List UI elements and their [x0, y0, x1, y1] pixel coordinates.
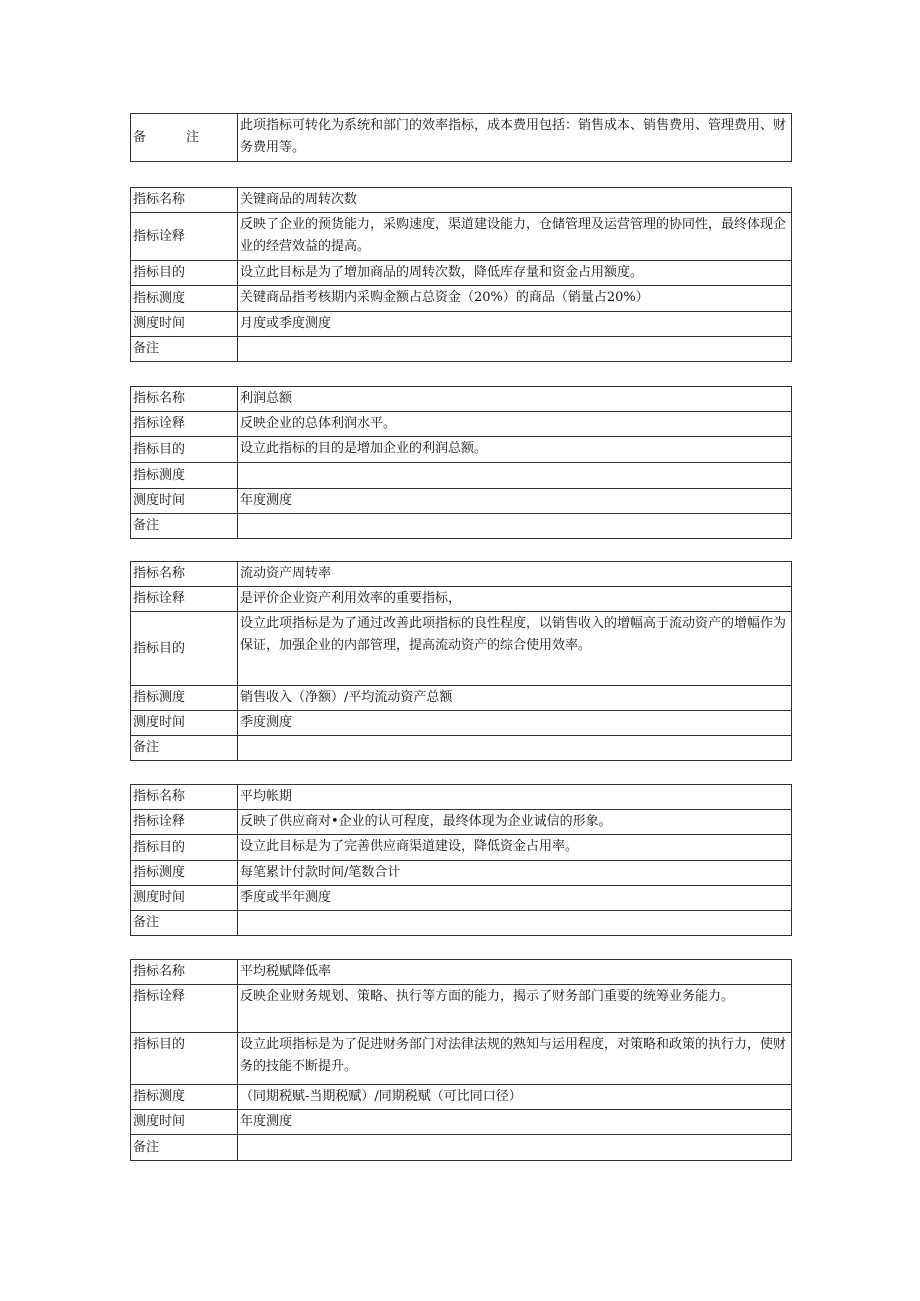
- row-value: 关键商品指考核期内采购金额占总资金（20%）的商品（销量占20%）: [238, 286, 792, 312]
- row-label: 指标诠释: [131, 412, 238, 437]
- table-row: [131, 387, 792, 412]
- row-value: 此项指标可转化为系统和部门的效率指标，成本费用包括：销售成本、销售费用、管理费用、财务费用等。: [238, 114, 792, 162]
- row-label: 指标目的: [131, 437, 238, 463]
- row-label: 指标测度: [131, 1085, 238, 1110]
- table-row: [131, 911, 792, 936]
- table-row: [131, 286, 792, 312]
- kpi-table-total-profit: [130, 386, 792, 539]
- table-row: [131, 612, 792, 686]
- kpi-table-current-asset-turnover: [130, 561, 792, 761]
- row-value: 反映了企业的预货能力，采购速度，渠道建设能力，仓储管理及运营管理的协同性，最终体现企业的经营效益的提高。: [238, 213, 792, 261]
- remark-table: [130, 113, 792, 162]
- row-value: 设立此项指标是为了通过改善此项指标的良性程度，以销售收入的增幅高于流动资产的增幅作为保证，加强企业的内部管理，提高流动资产的综合使用效率。: [238, 612, 792, 686]
- table-row: [131, 114, 792, 162]
- kpi-table-key-goods-turnover: [130, 187, 792, 362]
- row-value: [238, 514, 792, 539]
- row-value: 设立此项指标是为了促进财务部门对法律法规的熟知与运用程度，对策略和政策的执行力，使财务的技能不断提升。: [238, 1033, 792, 1085]
- row-label: 指标名称: [131, 562, 238, 587]
- table-row: [131, 188, 792, 213]
- table-row: [131, 1033, 792, 1085]
- row-value: 设立此指标的目的是增加企业的利润总额。: [238, 437, 792, 463]
- row-label: 备 注: [131, 114, 238, 162]
- row-label: 指标测度: [131, 286, 238, 312]
- row-label: 指标诠释: [131, 587, 238, 612]
- table-row: [131, 835, 792, 861]
- row-label: 测度时间: [131, 312, 238, 337]
- row-label: 测度时间: [131, 489, 238, 514]
- row-label: 测度时间: [131, 1110, 238, 1135]
- row-value: 设立此目标是为了完善供应商渠道建设，降低资金占用率。: [238, 835, 792, 861]
- row-label: 指标测度: [131, 861, 238, 886]
- table-row: [131, 437, 792, 463]
- row-value: 反映了供应商对•企业的认可程度，最终体现为企业诚信的形象。: [238, 810, 792, 835]
- row-label: 指标诠释: [131, 213, 238, 261]
- row-label: 指标名称: [131, 188, 238, 213]
- row-value: （同期税赋-当期税赋）/同期税赋（可比同口径）: [238, 1085, 792, 1110]
- table-row: [131, 1110, 792, 1135]
- table-row: [131, 861, 792, 886]
- row-value: [238, 911, 792, 936]
- row-value: 季度或半年测度: [238, 886, 792, 911]
- row-value: 平均税赋降低率: [238, 960, 792, 985]
- row-value: 每笔累计付款时间/笔数合计: [238, 861, 792, 886]
- row-label: 指标名称: [131, 785, 238, 810]
- table-row: [131, 785, 792, 810]
- row-label: 备注: [131, 337, 238, 362]
- row-value: 设立此目标是为了增加商品的周转次数，降低库存量和资金占用额度。: [238, 261, 792, 286]
- row-label: 备注: [131, 1135, 238, 1161]
- table-row: [131, 886, 792, 911]
- row-value: [238, 337, 792, 362]
- row-label: 指标测度: [131, 686, 238, 711]
- table-row: [131, 412, 792, 437]
- row-label: 备注: [131, 514, 238, 539]
- row-value: [238, 736, 792, 761]
- row-label: 测度时间: [131, 886, 238, 911]
- row-label: 指标诠释: [131, 985, 238, 1033]
- row-value: 关键商品的周转次数: [238, 188, 792, 213]
- row-label: 指标名称: [131, 387, 238, 412]
- table-row: [131, 960, 792, 985]
- row-label: 指标目的: [131, 835, 238, 861]
- table-row: [131, 514, 792, 539]
- row-label: 指标目的: [131, 1033, 238, 1085]
- row-label: 指标诠释: [131, 810, 238, 835]
- table-row: [131, 736, 792, 761]
- table-row: [131, 587, 792, 612]
- row-value: 年度测度: [238, 1110, 792, 1135]
- row-label: 指标目的: [131, 612, 238, 686]
- row-value: 利润总额: [238, 387, 792, 412]
- table-row: [131, 686, 792, 711]
- kpi-table-average-tax-reduction-rate: [130, 959, 792, 1161]
- table-row: [131, 562, 792, 587]
- row-label: 指标名称: [131, 960, 238, 985]
- row-value: [238, 1135, 792, 1161]
- table-row: [131, 489, 792, 514]
- row-label: 备注: [131, 911, 238, 936]
- table-row: [131, 463, 792, 489]
- row-label: 指标目的: [131, 261, 238, 286]
- row-value: 反映企业的总体利润水平。: [238, 412, 792, 437]
- row-value: [238, 463, 792, 489]
- table-row: [131, 213, 792, 261]
- row-value: 是评价企业资产利用效率的重要指标，: [238, 587, 792, 612]
- table-row: [131, 312, 792, 337]
- row-value: 销售收入（净额）/平均流动资产总额: [238, 686, 792, 711]
- table-row: [131, 985, 792, 1033]
- row-value: 流动资产周转率: [238, 562, 792, 587]
- kpi-table-average-payment-period: [130, 784, 792, 936]
- table-row: [131, 711, 792, 736]
- row-value: 季度测度: [238, 711, 792, 736]
- table-row: [131, 337, 792, 362]
- row-label: 备注: [131, 736, 238, 761]
- table-row: [131, 1085, 792, 1110]
- table-row: [131, 1135, 792, 1161]
- table-row: [131, 261, 792, 286]
- table-row: [131, 810, 792, 835]
- row-value: 平均帐期: [238, 785, 792, 810]
- row-value: 反映企业财务规划、策略、执行等方面的能力，揭示了财务部门重要的统筹业务能力。: [238, 985, 792, 1033]
- row-label: 指标测度: [131, 463, 238, 489]
- row-value: 年度测度: [238, 489, 792, 514]
- row-label: 测度时间: [131, 711, 238, 736]
- row-value: 月度或季度测度: [238, 312, 792, 337]
